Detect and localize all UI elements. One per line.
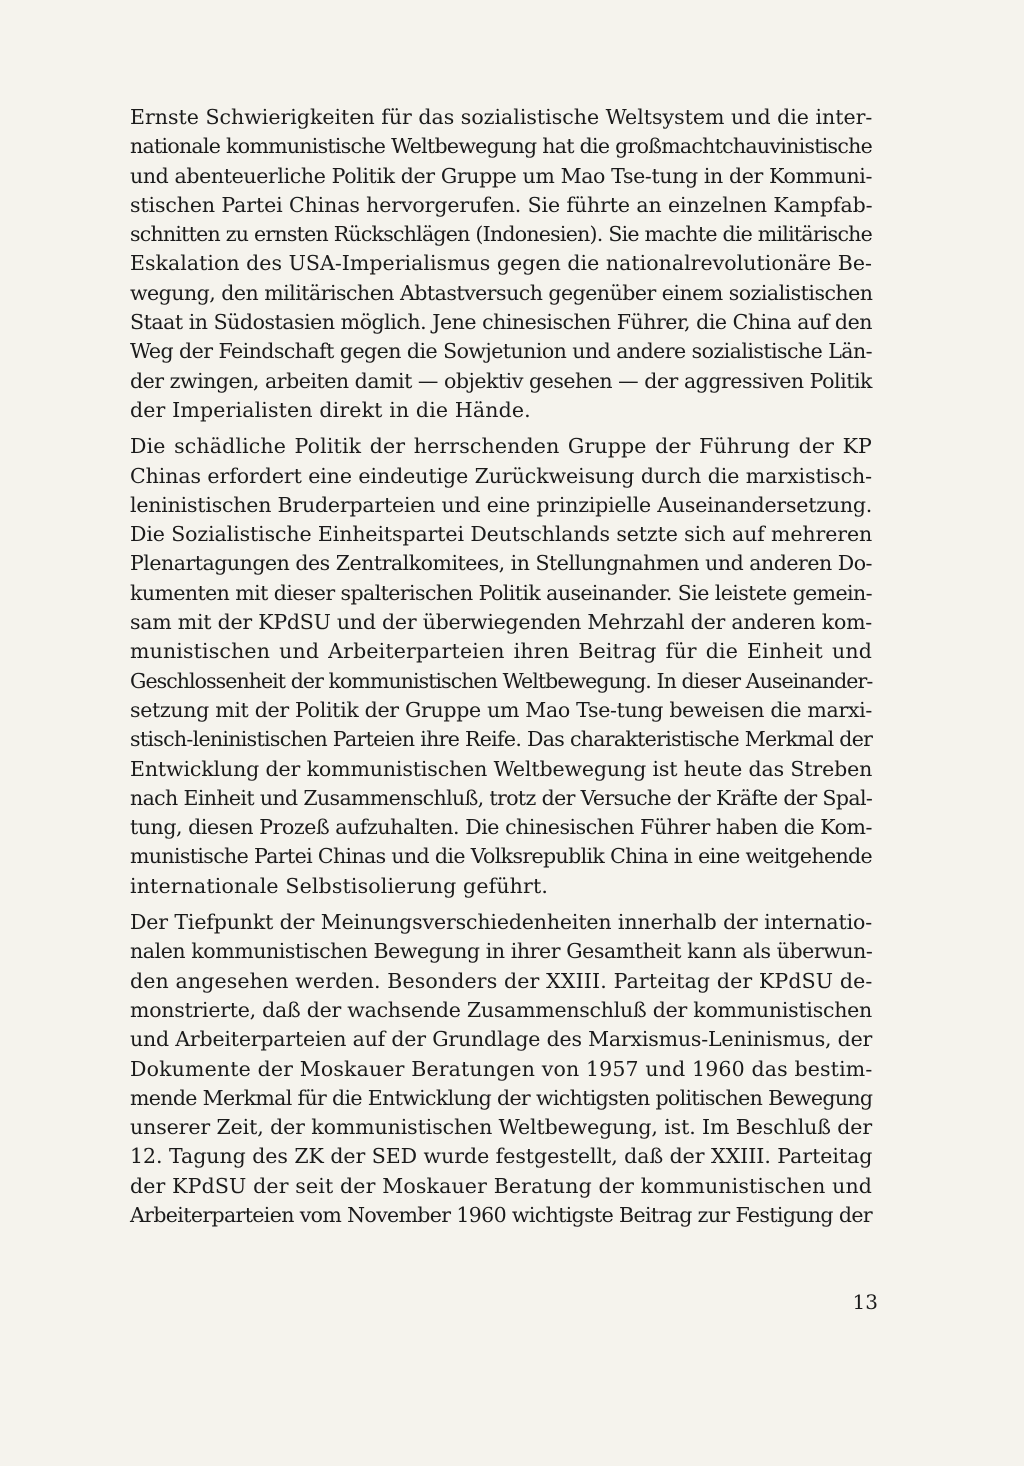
text-line: munistischen und Arbeiterparteien ihren Beitrag für die Einheit und [130, 639, 872, 664]
text-line: unserer Zeit, der kommunistischen Weltbewegung, ist. Im Beschluß der [130, 1115, 873, 1140]
text-line: setzung mit der Politik der Gruppe um Mao Tse-tung beweisen die marxi- [130, 697, 872, 722]
text-line: und abenteuerliche Politik der Gruppe um Mao Tse-tung in der Kommuni- [130, 163, 873, 188]
text-line: wegung, den militärischen Abtastversuch gegenüber einem sozialistischen [130, 280, 873, 305]
text-line: den angesehen werden. Besonders der XXIII. Parteitag der KPdSU de- [130, 968, 873, 993]
paragraph-2 [130, 432, 872, 901]
text-line: tung, diesen Prozeß aufzuhalten. Die chinesischen Führer haben die Kom- [130, 815, 872, 840]
text-line: monstrierte, daß der wachsende Zusammenschluß der kommunistischen [130, 997, 872, 1022]
paragraph-1 [130, 103, 872, 425]
text-line: Ernste Schwierigkeiten für das sozialistische Weltsystem und die inter- [130, 105, 873, 129]
paragraph-3 [130, 908, 872, 1230]
text-line: Dokumente der Moskauer Beratungen von 1957 und 1960 das bestim- [130, 1056, 873, 1081]
text-line: Staat in Südostasien möglich. Jene chinesischen Führer, die China auf den [130, 310, 872, 335]
text-line: leninistischen Bruderparteien und eine prinzipielle Auseinandersetzung. [130, 492, 873, 517]
text-line: Geschlossenheit der kommunistischen Weltbewegung. In dieser Auseinander- [130, 668, 873, 693]
body-text [130, 103, 872, 1237]
text-line: sam mit der KPdSU und der überwiegenden Mehrzahl der anderen kom- [130, 610, 872, 635]
text-line: Eskalation des USA-Imperialismus gegen die nationalrevolutionäre Be- [130, 251, 872, 276]
text-line: und Arbeiterparteien auf der Grundlage des Marxismus-Leninismus, der [130, 1027, 873, 1052]
text-line: Arbeiterparteien vom November 1960 wichtigste Beitrag zur Festigung der [130, 1202, 872, 1227]
text-line: stisch-leninistischen Parteien ihre Reife. Das charakteristische Merkmal der [130, 727, 873, 752]
page-number: 13 [852, 1290, 878, 1314]
text-line: internationale Selbstisolierung geführt. [130, 873, 549, 898]
text-line: Die Sozialistische Einheitspartei Deutschlands setzte sich auf mehreren [130, 522, 873, 547]
text-line: 12. Tagung des ZK der SED wurde festgestellt, daß der XXIII. Parteitag [130, 1144, 873, 1169]
text-line: nalen kommunistischen Bewegung in ihrer Gesamtheit kann als überwun- [130, 939, 873, 964]
text-line: Der Tiefpunkt der Meinungsverschiedenheiten innerhalb der internatio- [130, 910, 872, 935]
text-line: Weg der Feindschaft gegen die Sowjetunion und andere sozialistische Län- [130, 339, 872, 364]
text-line: schnitten zu ernsten Rückschlägen (Indonesien). Sie machte die militärische [130, 222, 872, 247]
text-line: der Imperialisten direkt in die Hände. [130, 397, 531, 422]
text-line: der KPdSU der seit der Moskauer Beratung der kommunistischen und [130, 1173, 873, 1198]
text-line: nationale kommunistische Weltbewegung hat die großmachtchauvinistische [130, 134, 872, 159]
text-line: nach Einheit und Zusammenschluß, trotz der Versuche der Kräfte der Spal- [130, 785, 873, 810]
text-line: Plenartagungen des Zentralkomitees, in Stellungnahmen und anderen Do- [130, 551, 872, 576]
text-line: der zwingen, arbeiten damit — objektiv gesehen — der aggressiven Politik [130, 368, 872, 393]
text-line: kumenten mit dieser spalterischen Politik auseinander. Sie leistete gemein- [130, 580, 872, 605]
text-line: Chinas erfordert eine eindeutige Zurückweisung durch die marxistisch- [130, 463, 873, 488]
text-line: Die schädliche Politik der herrschenden Gruppe der Führung der KP [130, 434, 872, 459]
text-line: munistische Partei Chinas und die Volksrepublik China in eine weitgehende [130, 844, 873, 869]
text-line: mende Merkmal für die Entwicklung der wichtigsten politischen Bewegung [130, 1085, 873, 1110]
text-line: stischen Partei Chinas hervorgerufen. Sie führte an einzelnen Kampfab- [130, 192, 873, 217]
text-line: Entwicklung der kommunistischen Weltbewegung ist heute das Streben [130, 756, 873, 781]
